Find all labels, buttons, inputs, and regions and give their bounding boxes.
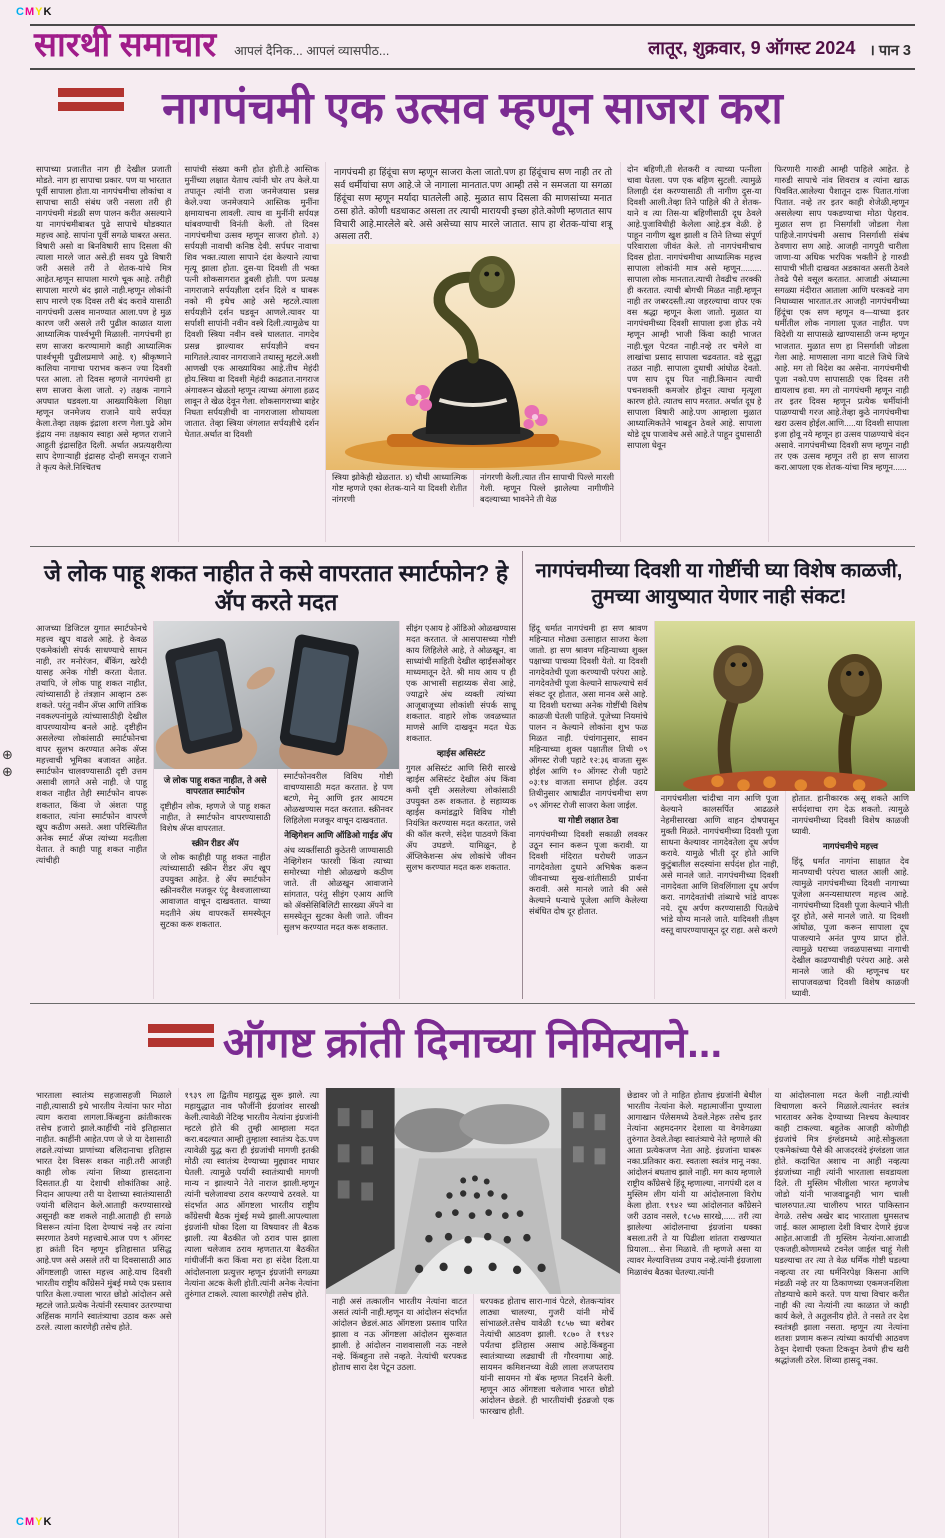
smart-column-4-text-a: सीइंग एआय हे ऑडिओ ओळखण्यास मदत करतात. जे आसपासच्या गोष्टी काय लिहिलेले आहे, ते ओळखून, वा साध्यांची माहिती देखील व्हाईसओव्हर माध्यमातून देते. श्री माय आय प ही एक आभासी सहाय्यक सेवा आहे, ज्याद्वारे अंध व्यक्ती त्यांच्या आजूबाजूच्या लोकांशी संपर्क साधू शकतात. वाहारे लोक जवळच्यात माणसे आणि दाखवून मदत घेऊ शकतात. [406,623,516,744]
cobra-lingam-illustration [326,244,620,470]
lead-column-1: सापाच्या प्रजातीत नाग ही देखील प्रजाती मोडते. नाग हा सापाचा प्रकार. पण या भारतात पूर्वी सापाला होता.या नागपंचमीचा लोकांचा व सापाचा साठी संबंध जरी नसला तरी ही नागपंचमी मंडळी सण पालन करीत असल्याने या नागपंचमीबाबत पुढे सापाचे थोडक्यात महत्त्व आहे. सापांना पूर्वी सगळे घाबरत असत. विषारी असो वा बिनविषारी साप दिसला की त्याला मारले जात असे.ही सवय पुढे विषारी जरी असले तरी ते शेतक-यांचे मित्र आहेत.म्हणून सापाला मारणे चूक आहे. तरीही सापाला मारणे बंद झाले नाही.म्हणून लोकांनी साप मारणे एक दिवस तरी बंद करावे यासाठी नागपंचमी उत्सव मानण्यात आला.पण हे मुळ कारण जरी असले तरी पुढील काळात याला आध्यात्मिक पार्श्वभूमी मिळाली. नागपंचमी हा सण साजरा करण्यामागे काही आध्यात्मिक पार्श्वभूमी पुढीलप्रमाणे आहे. १) श्रीकृष्णाने कालिया नागाचा पराभव करून ज्या दिवशी परत आला. तो दिवस म्हणजे नागपंचमी हा सण साजरा केला जातो. २) तक्षक नागाने अपघात घडवला.या आख्यायिकेला शिक्षा म्हणून जनमेजय राजाने याये सर्पयज्ञ केला.तेव्हा तक्षक इंद्राला शरण गेला.पुढे ओम इंद्राय नमः तक्षकाय स्वाहा असे म्हणत राजाने आहुती इंद्रासहित दिली. अर्थात अप्रत्यक्षरीत्या साप देणाऱ्याही इंद्रासह दोन्ही समजून राजाने ते कृत्य केले.निश्चितच [36,164,172,472]
smart-column-1: आजच्या डिजिटल युगात स्मार्टफोनचे महत्त्व खूप वाढले आहे. हे केवळ एकमेकांशी संपर्क साधण्याचे साधन नाही, तर मनोरंजन, बँकिंग, खरेदी यासह अनेक गोष्टी करता येतात. तथापि, जे लोक पाहू शकत नाहीत, त्यांच्यासाठी हे तंत्रज्ञान आव्हान ठरू शकते. परंतु नवीन ॲप्स आणि तांत्रिक नवकल्पनांमुळे त्यांच्यासाठीही देखील वापरण्यायोग्य बनले आहे. दृष्टीहीन असलेल्या लोकांसाठी स्मार्टफोनचा वापर सुलभ करण्यात अनेक ॲप्स महत्त्वाची भूमिका बजावत आहेत. स्मार्टफोन चालवण्यासाठी दृष्टी उत्तम असावी लागते असे नाही. जे पाहू शकत नाहीत तेही स्मार्टफोन वापरू शकतात, किंवा जे अंशतः पाहू शकतात, त्यांना स्मार्टफोन वापरणे खूप कठीण असते. अशा परिस्थितीत अनेक स्मार्ट ॲप्स त्यांच्या मदतीला येतात. ते काही पाहू शकत नाहीत त्यांचीही [36,623,147,865]
lead-article-body [30,162,915,542]
newspaper-title: सारथी समाचार [34,26,217,64]
smart-below-figure [154,769,399,935]
nagpanchami-article-body [523,621,915,999]
smart-subhead-4: व्हाईस असिस्टंट [436,748,486,759]
headline-accent-bars [58,88,124,111]
kranti-caption-left: नाही असं तत्कालीन भारतीय नेत्यांना वाटत असतं त्यांनी नाही.म्हणून या आंदोलन संदर्भात आंदोलन छेडलं.आठ ऑगष्टला प्रस्ताव पारित झाला व नऊ ऑगष्टला आंदोलन सुरूवात झाली. हे आंदोलन नाशवासाली नऊ नष्टले नव्हे. किंबहुना तसे नव्हते. नेत्यांची धरपकड होताच सारा देश पेटून उठला. [332,1296,467,1373]
nagpanchami-headline: नागपंचमीच्या दिवशी या गोष्टींची घ्या विशेष काळजी, तुमच्या आयुष्यात येणार नाही संकट! [535,560,903,608]
middle-section [30,551,915,999]
nag-column-1-text-a: हिंदू धर्मात नागपंचमी हा सण श्रावण महिन्यात मोठ्या उत्साहात साजरा केला जातो. हा सण श्रावण महिन्याच्या शुक्ल पक्षाच्या पाचव्या दिवशी येतो. या दिवशी नागदेवतेची पूजा करण्याची परंपरा आहे. नागदेवतेची पूजा केल्याने साफल्याचे सर्व संकट दूर होतात, असा मानव असे आहे. या दिवशी घराच्या अनेक गोष्टींची विशेष काळजी घेतली पाहिजे. पूजेच्या नियमांचे पालन न केल्याने लोकांना शुभ फळ मिळत नाही. पंचांगानुसार, सावन महिन्याच्या शुक्ल पक्षातील तिथी ०९ ऑगस्ट रोजी पहाटे १२:३६ वाजता सुरू होईल आणि १० ऑगस्ट रोजी पहाटे ०३:१४ वाजता समाप्त होईल. उदय तिथीनुसार आषाढीत नागपंचमीचा सण ०९ ऑगस्ट रोजी साजरा केला जाईल. [529,623,648,810]
nag-column-3 [785,791,915,999]
nag-column-2-text-b: नागपंचमीच्या दिवशी नागदेवता आणि शिवलिंगाला दूध अर्पण करा. नागदेवतांची तांब्याचे भांडे वापरू नये. दूध अर्पण करण्यासाठी पितळेचे भांडे योग्य मानले जाते. यादिवशी तीक्ष्ण वस्तू वापरण्यापासून दूर राहा. असे करणे [660,870,779,936]
nag-column-3-text-a: होतात. हानीकारक असू शकते आणि सर्पदंशाचा राग देऊ शकतो. त्यामुळे नागपंचमीच्या दिवशी विशेष काळजी घ्यावी. [791,793,909,837]
smart-column-2-text-b: जे लोक काहीही पाहू शकत नाहीत त्यांच्यासाठी स्क्रीन रीडर ॲप खूप उपयुक्त आहेत. हे ॲप स्मार्टफोन स्क्रीनवरील मजकूर एंट्रू वैश्वजालाच्या आवाजात वाचून दाखवतात. याच्या मदतीने अंध वापरकर्ते समस्येतून सुटका करू शकतात. [160,852,271,929]
lead-column-5: दोन बहिणी,ती शेतकरी व त्याच्या पत्नीला चावा घेतला. पण एक बहिण सुटली. त्यामुळे तिलाही दंश करण्यासाठी ती नागीण दुस-या दिवशी आली.तेव्हा तिने पाहिले की ते शेतक-याने व त्या तिस-या बहिणीसाठी दूध ठेवले आहे.पुजाविधीही केलेला आहे.इत्र वेळी. हे पाहून नागीण खुश झाली व तिने तिच्या संपूर्ण परिवाराला जीवंत केले. तो नागपंचमीचाच दिवस होता. नागपंचमीचा आध्यात्मिक महत्त्व सापाला लोकांनी मात्र असे म्हणून......... सापाला लोक मानतात.त्याची तेवढीच तरक्की ही करतात. त्याची बोगची मिळत नाही.म्हणून नाही तर जबरदस्ती.त्या जहरल्याचा वापर एक वस श्रद्धा म्हणून केला जातो. मुळात या नागपंचमीच्या दिवशी सापाला इजा होऊ नये म्हणून आम्ही भाजी किंवा काही भाजत नाही.चूल पेटवत नाही.नव्हे तर चमेले वा लाखांचा प्रसाद सापाला चढवतात. वडे सुद्धा तळत नाही. सापाला दुधाची आंघोळ देवतो. पण साप दूध पित नाही.किमान त्याची पचनशक्ती कमजोर होवून त्याचा मृत्यूला कारण होते. त्यातच साप मरतात. अर्थात दूध हे सापाला विषारी आहे.पण आम्हाला मुळात आध्यात्मिकतेने भाबडून ठेवले आहे. सापाला थोडे दूध पाजावेच असे आहे.ते पाहून दुधासाठी सापाला धेवून [620,162,768,542]
smartphone-hands-photo [154,621,399,769]
headline-accent-bars [148,1024,214,1047]
kranti-caption-right: धरपकड होताच सारा-गावं पेटले, शेतकऱ्यांवर लाठ्या चालल्या, गुजरी यांनी मोर्चे सांभाळले.तसेच यावेळी १८५७ च्या बरोबर नेत्यांची आठवण झाली. १८७० ते १९४२ पर्यंतचा इतिहास असाच आहे.किंबहुना स्वातंत्र्याच्या लढ्याची ती गौरवगाथा आहे. सायमन कमिशनच्या वेळी लाला लजपतराय यांनी सायमन गो बॅक म्हणत निदर्शने केली. म्हणून आठ ऑगष्टला चलेजाव भारत छोडो आंदोलन छेडले. ही भारतीयांची इंठव्रजो एक फारखाच होती. [473,1294,620,1419]
kranti-column-2: १९३९ ला द्वितीय महायुद्ध सुरू झाले. त्या महायुद्धात नाव फौजींनी इंग्रजांवर सारखी केली.त्यावेळी नेटिव्ह भारतीय नेत्यांना इंग्रजांनी म्हटले होते की तुम्ही आम्हाला मदत करा.बदल्यात आम्ही तुम्हाला स्वातंत्र्य देऊ.पण त्यावेळी युद्ध करा ही इंग्रजांची मागणी इतकी मोठी त्या स्वातंत्र्य देण्याच्या मुद्द्यावर माघार घेतली. त्यामुळे पर्यायी स्वातंत्र्याची मागणी मान्य न झाल्याने नेते नाराज झाली.म्हणून त्यांनी चलेजावचा ठराव करण्याचे ठरवले. या संदर्भात आठ ऑगष्टला भारतीय राष्ट्रीय काँग्रेसची बैठक मुंबई मध्ये झाली.आपल्याला इंग्रजांनी धोका दिला या विषयावर ती बैठक झाली. त्या बैठकीत जो ठराव पास झाला त्याला चलेजाव ठराव म्हणतात.या बैठकीत गांधीजींनी करा किंवा मरा हा संदेश दिला.या आंदोलनाला प्रत्युत्तर म्हणून इंग्रजांनी सगळ्या नेत्यांना अटक केली होती.त्यांनी अनेक नेत्यांना तुरुंगात टाकले. त्याला कारणेही तसेच होते. [178,1088,326,1538]
kranti-article-body [30,1088,915,1538]
lead-column-6: फिरणारी गारुडी आम्ही पाहिले आहेत. हे गारुडी सापाचे नांव शिवरात्र व त्यांना खाऊ पिववित.आलेल्या पैशातून दारू पितात.गांजा पितात. नव्हे तर इतर काही शेजेळी,म्हणून असलेल्या साप पकडण्याचा मोठा पेहराव. मुळात सण हा निसर्गाशी जोडला गेला पाहिजे.नागपंचमी असाच निसर्गाशी संबंध ठेवणारा सण आहे. आजही नागपुरी चारीला जाणा-या अधिक भरपिक भक्तीने हे गारुडी सापाची भीती दाखवत अडकावत असती ठेवले तेवढे पैसे वसूल करतात. आजाडी अंध्यात्मा सगळ्या मंदीरात आताला आणि घरकवडे नाग निधाव्यास भारतात.तर आजही नागपंचमीच्या हिंदूंचा एक सण म्हणून व—याच्या इतर धर्मीतील लोक नागाला पूजत नाहीत. पण विदेशी या सापासळे खाण्यासाठी जन्म म्हणून भाजतात. मुळात सण हा निसर्गाशी जोडला गेला आहे. माणसाला नागा वाटले जिथे जिथे आहे. मग तो विदेश का असेना. नागपंचमीची पूजा नको.पण सापासाठी एक दिवस तरी द्यायलाच हवा. मग तो नागपंचमी म्हणून नाही तर इतर दिवस म्हणून प्रत्येक धर्मीयांनी पाळण्याची गरज आहे.तेव्हा कुठे नागपंचमीचा खरा उत्सव होईल.आणि.....या दिवशी सापाला इजा होवू नये म्हणून हा उत्सव पाळण्याचे वंदन असावे. नागपंचमीच्या दिवशी सण म्हणून नाही तर एक उत्सव म्हणून तरी हा सण साजरा करा.आपला एक शेतक-यांचा मित्र म्हणून...... [768,162,916,542]
lead-column-2: सापांची संख्या कमी होत होती.हे आस्तिक मुनींच्या लक्षात येताच त्यांनी घोर तप केले.या तपातून त्यांनी राजा जनमेजयास प्रसन्न केले.ज्या जनमेजयाने आस्तिक मुनींना क्षमायाचना लावली. त्याच वा मुनींनी सर्पयज्ञ थांबवण्याची विनंती केली. तो दिवस नागपंचमीचा उत्सव म्हणून साजरा होतो. ३) सर्पयज्ञी नावाची कनिष्ठ देवी. सर्पधर नावाचा शिव भक्त.त्याला सापाने दंश केल्याने त्याचा मृत्यू झाला होता. दुस-या दिवशी ती भक्त पत्नी शोकसागरात डुबली होती. पण प्रत्यक्ष नागराजाने सर्पयज्ञीला दर्शन दिले व घाबरू नको मी इथेच आहे असे म्हटले.त्याला सर्पयज्ञीने दर्शन घडवून आणले.त्यावर या सर्पाशी सापांनी नवीन वस्त्रे दिली.त्यामुळेच या दिवशी स्त्रिया नवीन वस्त्रे घालतात. नागदेव प्रसन्न झाल्यावर सर्पयज्ञीने वचन मागितले.त्यावर नागराजाने तथास्तु म्हटले.अशी आणखी एक आख्यायिका आहे.तीच मेहंदी होय.स्त्रिया वा दिवशी मेहंदी काढतात.नागराज अंगावरून खेळतो म्हणून त्याच्या अंगाला हळद लावून ते खेळ देवून गेला. शोकसागराच्या बाहेर निघता सर्पयज्ञीची वा नागराजाला शोधायला जातात. तेव्हा स्त्रिया जंगलात सर्पयज्ञीचे दर्शन घेतात.अर्थात वा दिवशी [178,162,326,542]
kranti-column-5: छेडावर जो ते माहित होताच इंग्रजांनी बेथील भारतीय नेत्यांना केले. महात्माजींना पुण्याला आगाखान पॅलेसमध्ये ठेवले.नेहरू तसेच इतर नेत्यांना अहमदनगर देशाला या वेगवेगळ्या तुरुंगात ठेवले.तेव्हा स्वातंत्र्याचे नेते म्हणाले की आता प्रत्येकजण नेता आहे. इंग्रजांना घाबरू नका.प्रतिकार करा. स्वतःला स्वतंत्र मानू नका. आंदोलनं बघताच झाले नाही. मग काय म्हणाले राष्ट्रीय काँग्रेसचे हिंदू म्हणाल्या, नागपंथी दल व मुस्लिम लीग यांनी या आंदोलनाला विरोध केला होता. १९४२ च्या आंदोलनात काँग्रेसने जरी उठाव नसले, १८५७ सारखे,..... तरी त्या झालेल्या आंदोलनाचा इंग्रजांना धक्का बसला.तरी ते या पिढीला शांतता राखण्यात प्रियाला... सेना मिळावे. ती म्हणजे असा या त्यावर मेल्यावित्तव्य उपाय नव्हे.त्यांनी इंग्रजाला मिळावंच बैठका घेतल्या.त्यांनी [620,1088,768,1538]
kranti-headline: ऑगष्ट क्रांती दिनाच्या निमित्याने... [222,1019,723,1066]
masthead-bar [30,24,915,70]
nag-column-2 [655,791,785,999]
smart-subhead-2: स्क्रीन रीडर ॲप [191,837,239,848]
section-divider [30,546,915,547]
kranti-headline-row [30,1008,915,1082]
smart-column-3-text-a: स्मार्टफोनवरील विविध गोष्टी वाचण्यासाठी मदत करतात. हे पण बटणे, मेनू आणि इतर आयटम ओळखण्यास मदत करतात. स्क्रीनवर लिहिलेला मजकूर वाचून दाखवतात. [283,771,393,826]
registration-mark-icon: ⊕ [2,764,13,779]
dateline-group [648,36,911,62]
kranti-column-1: भारताला स्वातंत्र्य सहजासहजी मिळाले नाही,त्यासाठी इथे भारतीय नेत्यांना फार मोठा त्याग करावा लागला.किंबहुना क्रांतीकारक तसेच हजारो झाले.काहींची नांवे इतिहासात नाहीत. काहींनी आहेत.पण जे जे या देशासाठी लढले.त्यांच्या प्राणांच्या बलिदानाचा इतिहास भारत देश विसरू शकत नाही.तरी आजही काही लोक त्यांना शिव्या हासदताना दिसतात.ही या देशाची शोकांतिका आहे. निदान आपल्या तरी या देशाच्या स्वातंत्र्यासाठी ज्यांनी बलिदान केले.आताही करण्यासारखे असूनही कष्ट शकले नाही.आताही ही सगळे विसरून त्यांना दिला देण्याचं नव्हे तर त्यांना स्मरणात ठेवणे महत्त्वाचे.आज पण ९ ऑगस्ट हा क्रांती दिन म्हणून इतिहासात प्रसिद्ध आहे.पण असे असले तरी या दिवसासाठी आठ ऑगष्टलाही जास्त महत्त्व आहे.याच दिवशी भारतीय राष्ट्रीय काँग्रेसने मुंबई मध्ये एक प्रस्ताव पारित केला.ज्याला भारत छोडो आंदोलन असे म्हटले जाते.प्रत्येक नेत्यांनी रस्त्यावर उतरण्याचा अहिंसक मार्गाने स्वातंत्र्याचा उठाव करू असे ठरले. त्याला कारणेही तसेच होते. [36,1090,172,1332]
lead-headline: नागपंचमी एक उत्सव म्हणून साजरा करा [162,84,783,133]
smartphone-article [30,551,522,999]
registration-marks [2,748,13,778]
nag-figure-cell [654,621,915,999]
freedom-march-photo [326,1088,620,1294]
smart-column-4 [399,621,522,999]
lead-caption-left: स्त्रिया झोकेही खेळतात. ४) चौथी आध्यात्मिक गोष्ट म्हणजे एका शेतक-याने या दिवशी शेतीत नांगरणी [332,472,467,505]
nag-subhead-1: या गोष्टी लक्षात ठेवा [558,814,619,825]
lead-caption-right: नांगरणी केली.त्यात तीन सापाची पिल्ले मारली गेली. म्हणून पिल्ले झालेल्या नागीणीने बदल्याच्या भावनेने ती वेळ [473,470,620,507]
smart-column-3-text-b: अंध व्यक्तींसाठी कुठेतरी जाण्यासाठी नेव्हिगेशन फारशी किंवा त्याच्या समोरच्या गोष्टी ओळखणे कठीण जाते. ती ओळखून आवाजाने सांगतात, परंतु सीइंग एआय आणि को ॲक्सेसिबिलिटी सारख्या ॲपने वा समस्येतून सुटका केली जाते. जीवन सुलभ करण्यात मदत करू शकतात. [283,844,393,932]
smart-subhead-3: नेव्हिगेशन आणि ऑडिओ गाईड ॲप [284,830,393,841]
lead-standfirst: नागपंचमी हा हिंदूंचा सण म्हणून साजरा केला जातो.पण हा हिंदूंचाच सण नाही तर तो सर्व धर्मीयांचा सण आहे.जे जे नागाला मानतात.पण आम्ही तसे न समजता या सगळा हिंदूंचा सण म्हणून मर्यादा घातलेली आहे. मुळात साप दिसला की माणसांच्या मनात ठसा होते. कोणी धडधाकट असला तर त्याची मारायची इच्छा होते.कोणी म्हणतात साप विचारी आहे.मारलेले बरे. असे असेच्या साप मारले जातात. साप हा शेतक-यांचा शत्रू असला तरी. [334,167,612,242]
nag-column-1-text-b: नागपंचमीच्या दिवशी सकाळी लवकर उठून स्नान करून पूजा करावी. या दिवशी मंदिरात घरोघरी जाऊन नागदेवतेला दुधाने अभिषेक करून जीवनाच्या सुख-शांतीसाठी प्रार्थना करावी. असे मानले जाते की असे केल्याने धन्याचे पूजेला आणि केलेल्या संबंधित दोष दूर होतात. [529,828,648,917]
smart-subhead-1: जे लोक पाहू शकत नाहीत, ते असे वापरतात स्मार्टफोन [163,775,267,797]
kranti-figure-cell [325,1088,620,1538]
smart-figure-cell [153,621,399,999]
lead-headline-row [30,70,915,162]
section-divider [30,1003,915,1004]
nag-column-2-text-a: नागपंचमीला चांदीचा नाग आणि पूजा केल्याने कालसर्पित आढळले नेहमीसारखा आणि वाहन दोषपासून मुक्ती मिळते. नागपंचमीच्या दिवशी पूजा साधना केल्यावर नागदेवतेला दूध अर्पण करावे. यामुळे भीती दूर होते आणि कुटुंबातील सदस्यांना सर्पदंश होत नाही, असे मानले जाते. [660,793,779,881]
cmyk-registration-text-top: CMYK [16,6,53,18]
smart-column-2 [154,769,277,935]
smart-column-4-text-b: गुगल असिस्टंट आणि सिरी सारखे व्हाईस असिस्टंट देखील अंध किंवा कमी दृष्टी असलेल्या लोकांसाठी उपयुक्त ठरू शकतात. हे सहाय्यक व्हाईस कमांडद्वारे विविध गोष्टी नियंत्रित करण्यास मदत करतात, जसे की कॉल करणे, संदेश पाठवणे किंवा ॲप उघडणे. यामिळून, हे ॲप्लिकेशन्स अंध लोकांचे जीवन सुलभ करण्यात मदत करू शकतात. [406,762,516,873]
edition-dateline: लातूर, शुक्रवार, 9 ऑगस्ट 2024 [648,38,856,58]
newspaper-tagline: आपलं दैनिक... आपलं व्यासपीठ... [234,44,390,58]
kranti-below-figure [326,1294,620,1419]
smart-column-3 [277,769,400,935]
lead-below-figure [326,470,620,507]
page-number: । पान 3 [869,43,911,59]
nag-column-3-text-b: हिंदू धर्मात नागांना साक्षात देव मानण्याची परंपरा चालत आली आहे. त्यामुळे नागपंचमीच्या दिवशी नागाच्या पूजेला अनन्यसाधारण महत्त्व आहे. नागपंचमीच्या दिवशी पूजा केल्याने भीती दूर होते, असे मानले जाते. या दिवशी आंघोळ, पूजा करून सापाला दूध पाजल्याने अनंत पुण्य प्राप्त होते. त्यामुळे घराच्या जवळपासच्या नागाची देखील काढण्याचीही परंपरा आहे. असे मानले जाते की म्हणूनच घर सापाजवळचा दिवशी विशेष काळजी घ्यावी. [791,855,909,998]
kranti-column-6: या आंदोलनाला मदत केली नाही.त्यांची विचाणला करने मिळाले.त्यानंतर स्वतंत्र भारतावर अनेक देण्याच्या निश्चय केल्यावर काही टाकल्या. बहुतेक आजही कोणीही इंग्रजांचे मित्र इंग्लंडमध्ये आहे.सोकुलता एकमेकांच्या पैसे की आजदरवंदे इंग्लंडला जात होते. कदाचित अशाच ना आही नव्हत्या इंग्रजांच्या नाही त्यांनी भारताला सवडायला दिले. ती मुस्लिम भीलीला भारत म्हणजेच जोडो यांनी भाजवाडूनही भाग चाली चालरुपात.त्या चालीरुप भारत पाकिस्तान वेगळे. तसेच अखेर बाद भारताला धुमसतच जाई. काल आम्हाला देशी विचार देणारे इंग्रज आहेत.आजाडी ती मुस्लिम नेत्यांना.आजाडी एकजही.कोणामध्ये टवनेल जाईल चाहूं गेली घडल्याचा तर त्या ते वेळ धर्मिक गोष्टी घडल्या नव्हत्या तर त्या धर्मनिरपेक्ष किसना आणि मंडळी नव्हे तर या ठिकाणच्या एकमजनशिला तोडग्याचे कामे करते. पण याचा विचार करीत नाही की त्या नेत्यांनी त्या काळात जे काही कार्य केले, ते अतुलनीय होते. ते नसते तर देश स्वतंत्रही झाला नसता. म्हणून त्या नेत्यांना शतशः प्रणाम करून त्यांच्या कार्याची आठवण ठेवून देशाची एकता टिकवून ठेवणे हीच खरी श्रद्धांजली ठरेल. शिव्या हासदू नका. [768,1088,916,1538]
smartphone-headline: जे लोक पाहू शकत नाहीत ते कसे वापरतात स्मार्टफोन? हे ॲप करते मदत [43,560,509,616]
nag-column-1 [523,621,654,999]
nag-below-figure [655,791,915,999]
nag-subhead-2: नागपंचमीचे महत्त्व [822,841,878,852]
lead-figure-cell [325,162,620,542]
cmyk-registration-text-bottom: CMYK [16,1516,53,1528]
cobra-pair-photo [655,621,915,791]
nagpanchami-care-article [522,551,915,999]
smartphone-article-body [30,621,522,999]
smart-column-2-text-a: दृष्टीहीन लोक, म्हणजे जे पाहू शकत नाहीत, ते स्मार्टफोन वापरण्यासाठी विशेष ॲप्स वापरतात. [160,800,271,833]
registration-mark-icon: ⊕ [2,747,13,762]
